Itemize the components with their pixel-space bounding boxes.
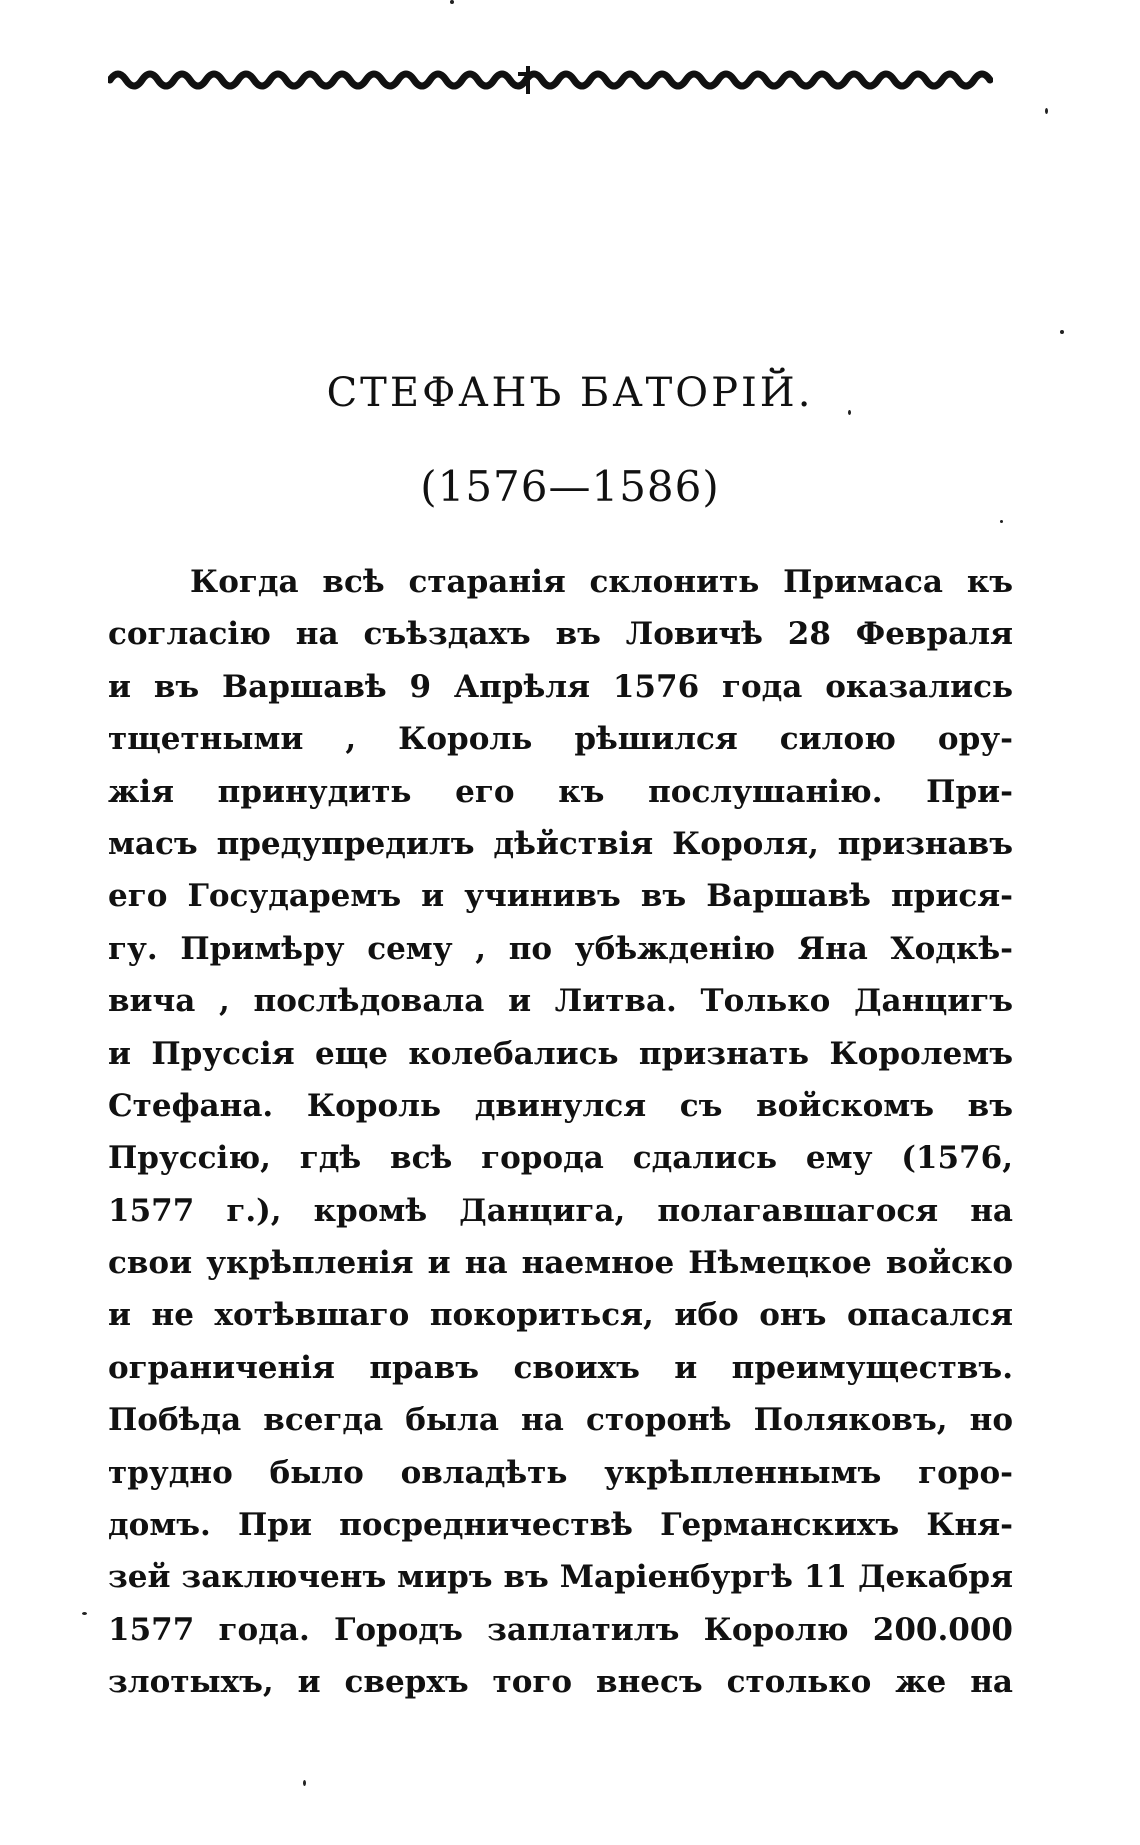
scan-speck bbox=[450, 0, 454, 4]
scan-speck bbox=[848, 410, 851, 415]
text-line: Пруссію, гдѣ всѣ города сдались ему (1576, bbox=[108, 1140, 1013, 1177]
text-line: и не хотѣвшаго покориться, ибо онъ опасался bbox=[108, 1297, 1013, 1334]
text-line: его Государемъ и учинивъ въ Варшавѣ прися- bbox=[108, 878, 1013, 915]
text-line: согласію на съѣздахъ въ Ловичѣ 28 Февраля bbox=[108, 616, 1013, 653]
text-line: жія принудить его къ послушанію. При- bbox=[108, 773, 1013, 810]
text-line: злотыхъ, и сверхъ того внесъ столько же на bbox=[108, 1664, 1013, 1701]
text-line: тщетными , Король рѣшился силою ору- bbox=[108, 721, 1013, 758]
text-line: и Пруссія еще колебались признать Королемъ bbox=[108, 1035, 1013, 1072]
text-line: масъ предупредилъ дѣйствія Короля, признавъ bbox=[108, 825, 1013, 862]
text-line: ограниченія правъ своихъ и преимуществъ. bbox=[108, 1349, 1013, 1386]
text-line: Стефана. Король двинулся съ войскомъ въ bbox=[108, 1087, 1013, 1124]
scan-speck bbox=[303, 1780, 306, 1786]
page-title: СТЕФАНЪ БАТОРІЙ. bbox=[326, 370, 814, 416]
scan-speck bbox=[82, 1612, 87, 1615]
text-line: Когда всѣ старанія склонить Примаса къ bbox=[190, 564, 1013, 600]
text-line: свои укрѣпленія и на наемное Нѣмецкое войско bbox=[108, 1245, 1013, 1282]
scan-speck bbox=[1000, 520, 1003, 523]
scan-speck bbox=[1045, 108, 1048, 114]
ornamental-rule bbox=[108, 62, 993, 98]
text-line: домъ. При посредничествѣ Германскихъ Кня- bbox=[108, 1507, 1013, 1544]
reign-years: (1576—1586) bbox=[420, 462, 720, 511]
text-line: гу. Примѣру сему , по убѣжденію Яна Ходкѣ- bbox=[108, 930, 1013, 967]
text-line: вича , послѣдовала и Литва. Только Данцигъ bbox=[108, 983, 1013, 1020]
text-line: трудно было овладѣть укрѣпленнымъ горо- bbox=[108, 1454, 1013, 1491]
ornament-wave-icon bbox=[108, 62, 993, 98]
text-line: 1577 г.), кромѣ Данцига, полагавшагося на bbox=[108, 1192, 1013, 1229]
text-line: 1577 года. Городъ заплатилъ Королю 200.000 bbox=[108, 1611, 1013, 1648]
text-line: Побѣда всегда была на сторонѣ Поляковъ, но bbox=[108, 1402, 1013, 1439]
scan-speck bbox=[1060, 330, 1064, 334]
text-line: зей заключенъ миръ въ Маріенбургѣ 11 Декабря bbox=[108, 1559, 1013, 1596]
text-line: и въ Варшавѣ 9 Апрѣля 1576 года оказались bbox=[108, 668, 1013, 705]
body-paragraph bbox=[108, 556, 1013, 1709]
